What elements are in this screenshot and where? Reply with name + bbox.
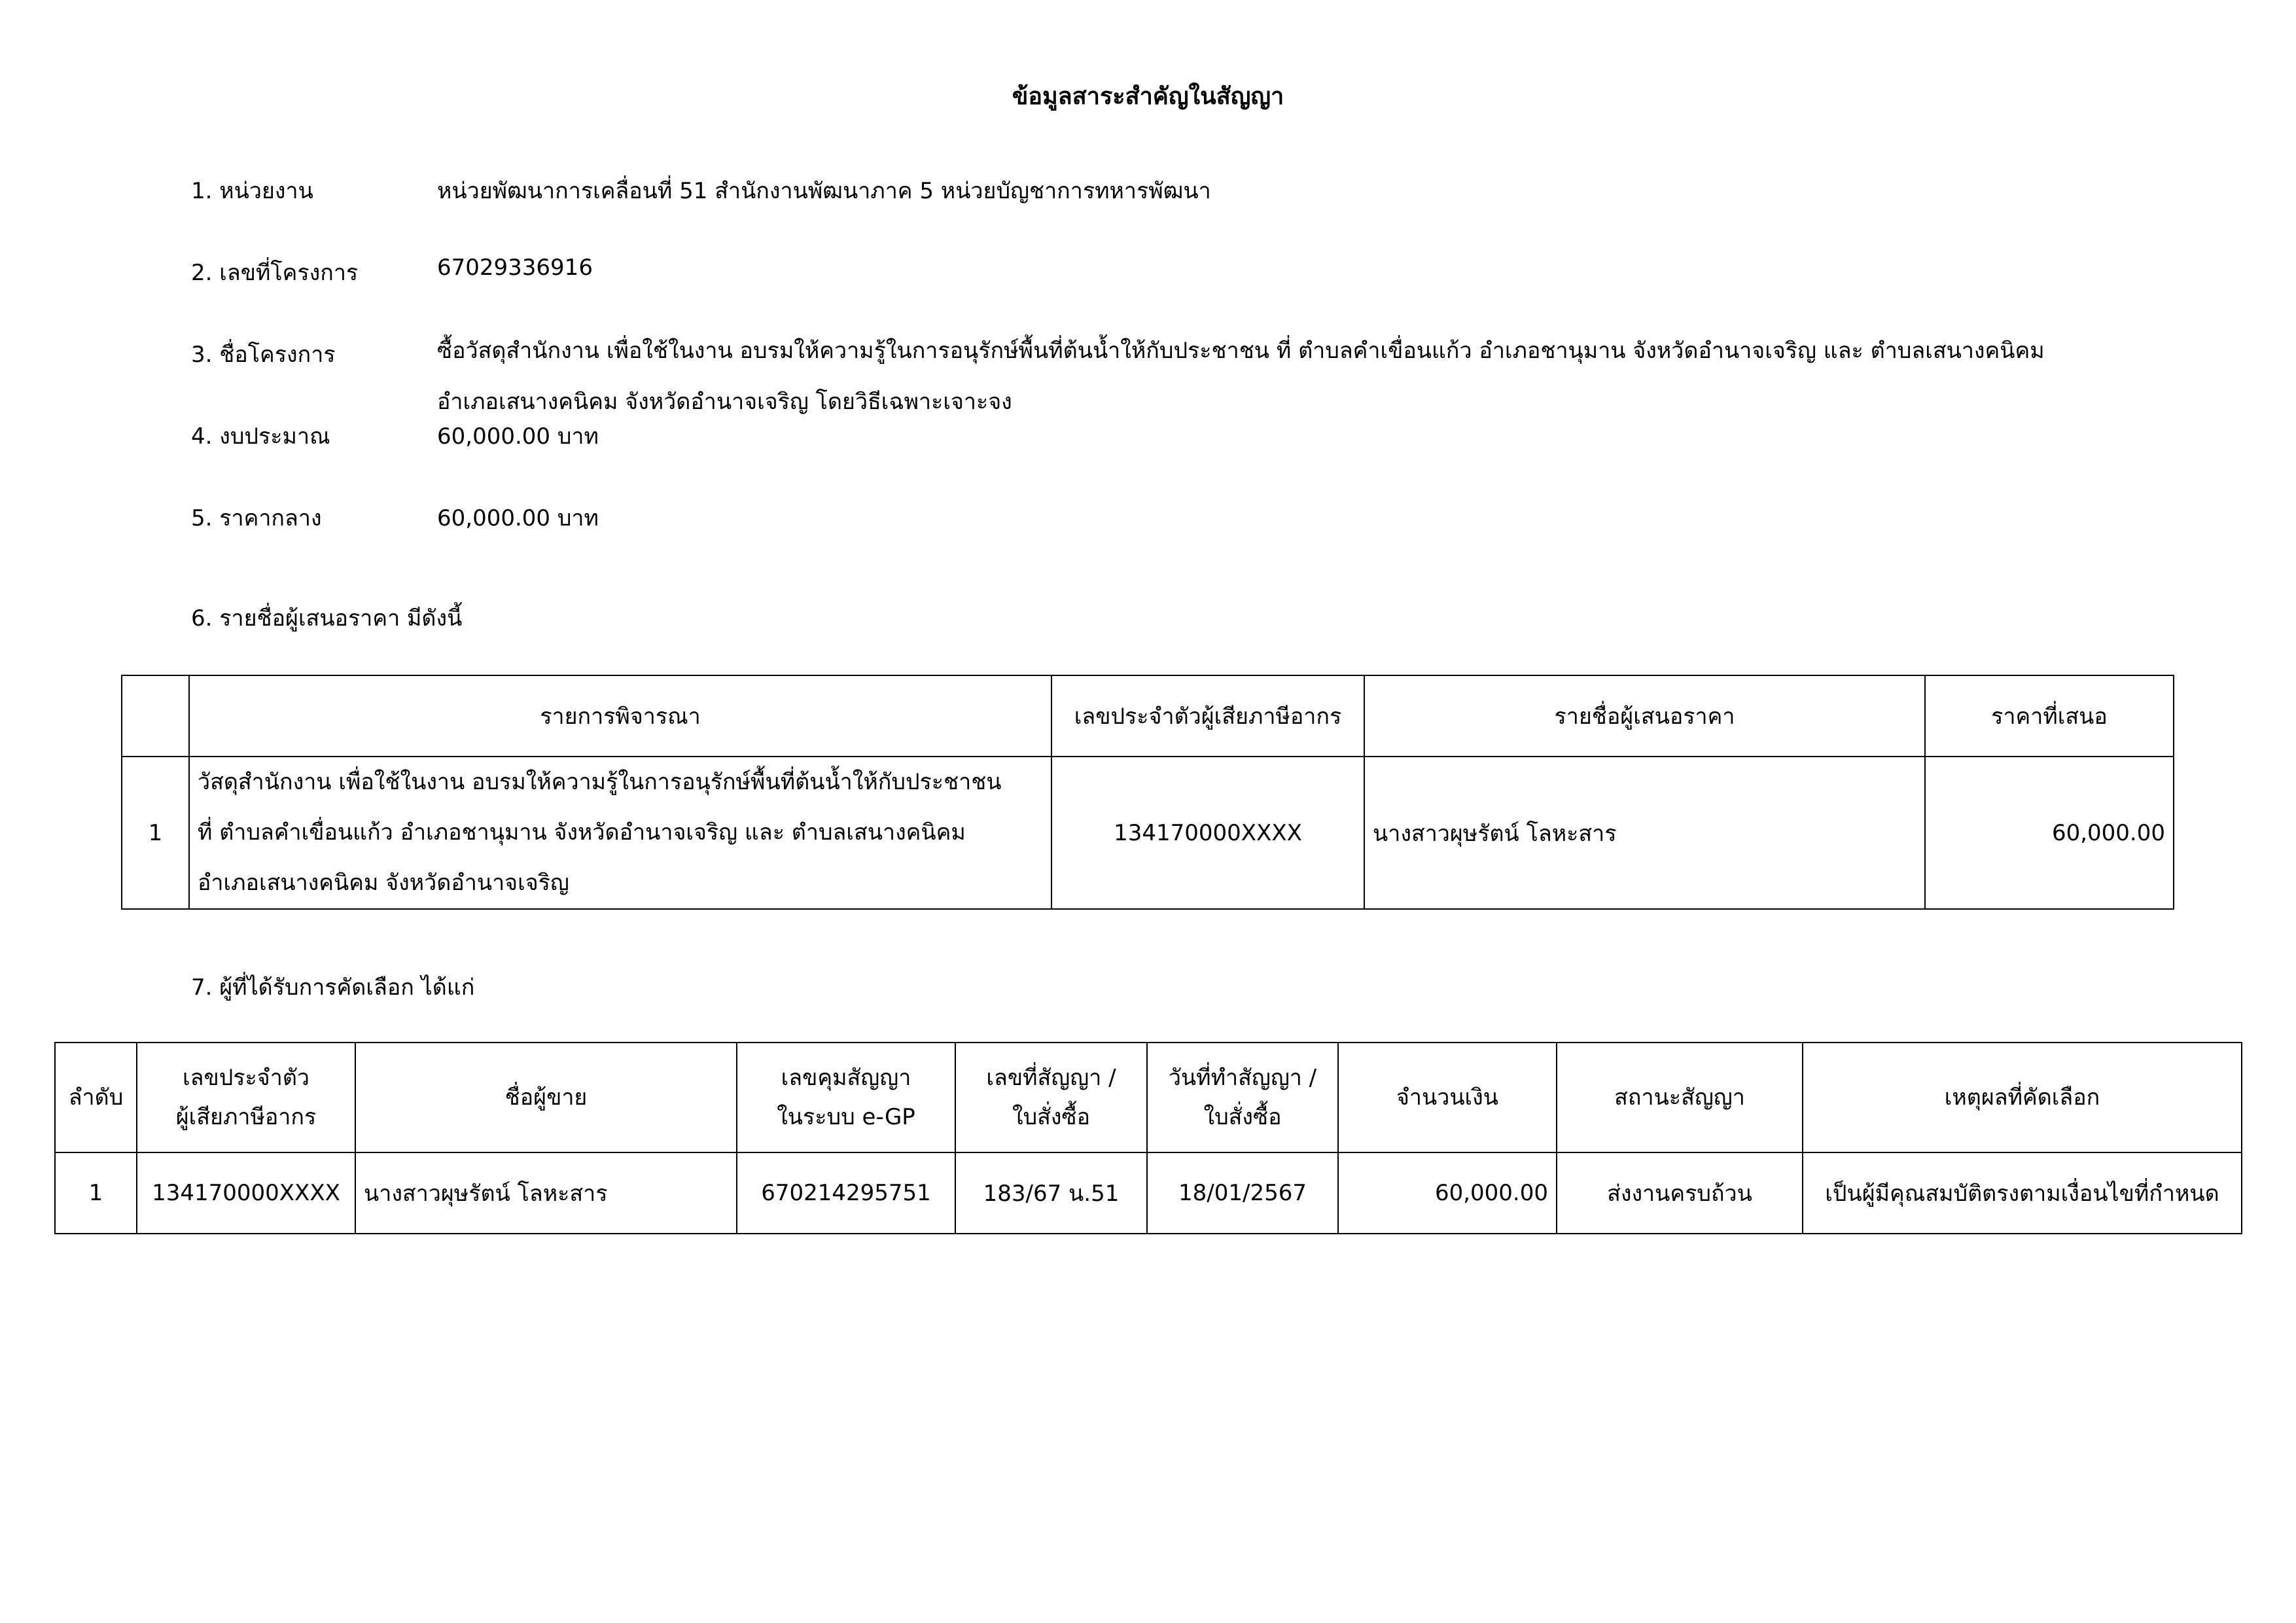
winners-header-contract-no-line-1: เลขที่สัญญา / xyxy=(986,1065,1116,1091)
bidder-row-price: 60,000.00 xyxy=(1925,757,2174,909)
bidder-item-line-3: อำเภอเสนางคนิคม จังหวัดอำนาจเจริญ xyxy=(198,870,569,896)
field-label-project-number: 2. เลขที่โครงการ xyxy=(191,260,359,286)
winner-row-egp-no: 670214295751 xyxy=(737,1152,955,1234)
winners-header-tax-id-line-1: เลขประจำตัว xyxy=(183,1065,309,1091)
winners-heading: 7. ผู้ที่ได้รับการคัดเลือก ได้แก่ xyxy=(191,974,475,1001)
winner-row-status: ส่งงานครบถ้วน xyxy=(1557,1152,1803,1234)
bidders-header-bidder: รายชื่อผู้เสนอราคา xyxy=(1364,675,1925,757)
winner-row-reason: เป็นผู้มีคุณสมบัติตรงตามเงื่อนไขที่กำหนด xyxy=(1803,1152,2242,1234)
project-name-line-2: อำเภอเสนางคนิคม จังหวัดอำนาจเจริญ โดยวิธีเฉพาะเจาะจง xyxy=(437,389,1012,415)
bidder-row-tax-id: 134170000XXXX xyxy=(1051,757,1364,909)
winners-table-header-row xyxy=(55,1043,2242,1152)
winners-header-contract-date-line-1: วันที่ทำสัญญา / xyxy=(1168,1065,1317,1091)
field-value-project-number: 67029336916 xyxy=(437,255,593,281)
project-name-line-1: ซื้อวัสดุสำนักงาน เพื่อใช้ในงาน อบรมให้ความรู้ในการอนุรักษ์พื้นที่ต้นน้ำให้กับประชาชน ที่ ตำบลคำเขื่อนแก้ว อำเภอชานุมาน จังหวัดอำนาจเจริญ และ ตำบลเสนางคนิคม xyxy=(437,338,2045,364)
winner-row-contract-no: 183/67 น.51 xyxy=(955,1152,1147,1234)
winners-header-seller: ชื่อผู้ขาย xyxy=(355,1043,737,1152)
bidder-item-line-2: ที่ ตำบลคำเขื่อนแก้ว อำเภอชานุมาน จังหวัดอำนาจเจริญ และ ตำบลเสนางคนิคม xyxy=(198,819,966,846)
field-label-agency: 1. หน่วยงาน xyxy=(191,178,313,204)
bidder-row-item xyxy=(189,757,1051,909)
field-value-agency: หน่วยพัฒนาการเคลื่อนที่ 51 สำนักงานพัฒนาภาค 5 หน่วยบัญชาการทหารพัฒนา xyxy=(437,178,1211,204)
table-row xyxy=(55,1152,2242,1234)
winners-header-contract-date xyxy=(1147,1043,1338,1152)
bidders-header-price: ราคาที่เสนอ xyxy=(1925,675,2174,757)
winners-header-tax-id-line-2: ผู้เสียภาษีอากร xyxy=(175,1104,317,1130)
bidders-header-no xyxy=(122,675,189,757)
winners-header-contract-date-line-2: ใบสั่งซื้อ xyxy=(1203,1104,1282,1130)
winner-row-tax-id: 134170000XXXX xyxy=(137,1152,355,1234)
winners-header-egp xyxy=(737,1043,955,1152)
winners-header-tax-id xyxy=(137,1043,355,1152)
bidder-row-name: นางสาวผุษรัตน์ โลหะสาร xyxy=(1364,757,1925,909)
bidder-row-no: 1 xyxy=(122,757,189,909)
winner-row-contract-date: 18/01/2567 xyxy=(1147,1152,1338,1234)
field-label-median-price: 5. ราคากลาง xyxy=(191,505,322,531)
winner-row-amount: 60,000.00 xyxy=(1338,1152,1557,1234)
winners-header-contract-no-line-2: ใบสั่งซื้อ xyxy=(1012,1104,1091,1130)
field-label-project-name: 3. ชื่อโครงการ xyxy=(191,342,336,368)
bidders-header-item: รายการพิจารณา xyxy=(189,675,1051,757)
bidders-table xyxy=(121,675,2174,910)
winners-header-egp-line-1: เลขคุมสัญญา xyxy=(781,1065,911,1091)
winners-header-contract-no xyxy=(955,1043,1147,1152)
winners-header-no: ลำดับ xyxy=(55,1043,137,1152)
winner-row-no: 1 xyxy=(55,1152,137,1234)
winners-table xyxy=(54,1042,2242,1234)
winners-header-egp-line-2: ในระบบ e-GP xyxy=(777,1104,915,1130)
field-label-budget: 4. งบประมาณ xyxy=(191,423,330,450)
bidders-header-tax-id: เลขประจำตัวผู้เสียภาษีอากร xyxy=(1051,675,1364,757)
bidder-item-line-1: วัสดุสำนักงาน เพื่อใช้ในงาน อบรมให้ความรู้ในการอนุรักษ์พื้นที่ต้นน้ำให้กับประชาชน xyxy=(198,769,1002,795)
field-value-budget: 60,000.00 บาท xyxy=(437,423,599,450)
winners-header-amount: จำนวนเงิน xyxy=(1338,1043,1557,1152)
bidders-heading: 6. รายชื่อผู้เสนอราคา มีดังนี้ xyxy=(191,605,463,632)
field-value-median-price: 60,000.00 บาท xyxy=(437,505,599,531)
winner-row-seller: นางสาวผุษรัตน์ โลหะสาร xyxy=(355,1152,737,1234)
winners-header-status: สถานะสัญญา xyxy=(1557,1043,1803,1152)
bidders-table-header-row xyxy=(122,675,2174,757)
document-title: ข้อมูลสาระสำคัญในสัญญา xyxy=(1012,83,1284,110)
winners-header-reason: เหตุผลที่คัดเลือก xyxy=(1803,1043,2242,1152)
field-value-project-name xyxy=(437,325,2045,427)
table-row xyxy=(122,757,2174,909)
